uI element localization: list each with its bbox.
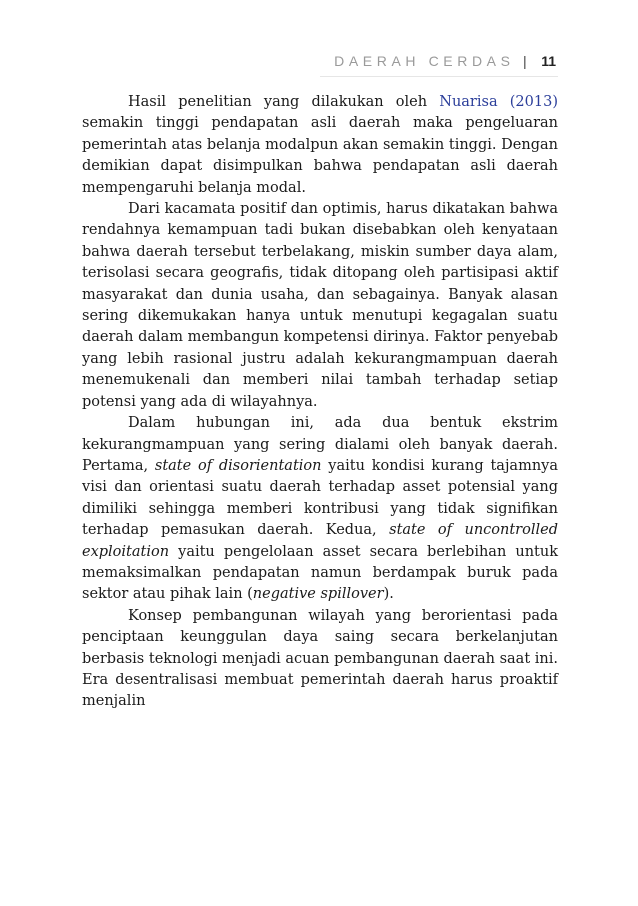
text-run: Dari kacamata positif dan optimis, harus dikatakan bahwa rendahnya kemampuan tadi bukan disebabkan oleh kenyataan bahwa daerah tersebut terbelakang, miskin sumber daya alam, terisolasi secara geografis, tidak ditopang oleh partisipasi aktif masyarakat dan dunia usaha, dan sebagainya. Banyak alasan sering dikemukakan hanya untuk menutupi kegagalan suatu daerah dalam membangun kompetensi dirinya. Faktor penyebab yang lebih rasional justru adalah kekurangmampuan daerah menemukenali dan memberi nilai tambah terhadap setiap potensi yang ada di wilayahnya. — [82, 201, 558, 410]
page-number: 11 — [541, 53, 556, 69]
italic-term: state of uncontrolled exploitation — [82, 522, 558, 560]
paragraph — [82, 413, 558, 606]
body-text — [82, 92, 558, 713]
text-run: semakin tinggi pendapatan asli daerah maka pengeluaran pemerintah atas belanja modalpun akan semakin tinggi. Dengan demikian dapat disimpulkan bahwa pendapatan asli daerah mempengaruhi belanja modal. — [82, 115, 558, 196]
italic-term: negative spillover — [252, 586, 384, 603]
paragraph — [82, 92, 558, 199]
text-run: Hasil penelitian yang dilakukan oleh — [128, 94, 440, 110]
header-rule — [320, 76, 558, 77]
text-run: yaitu kondisi kurang tajamnya visi dan orientasi suatu daerah terhadap asset potensial yang dimiliki sehingga memberi kontribusi yang tidak signifikan terhadap pemasukan daerah. Kedua, — [82, 457, 559, 539]
running-title: DAERAH CERDAS — [334, 53, 515, 69]
text-run: Dalam hubungan ini, ada dua bentuk ekstrim kekurangmampuan yang sering dialami oleh banyak daerah. Pertama, — [82, 415, 558, 474]
text-run: ). — [383, 586, 394, 603]
italic-term: state of disorientation — [154, 457, 322, 474]
citation-link[interactable]: Nuarisa (2013) — [439, 94, 558, 110]
paragraph — [82, 606, 558, 713]
running-header — [334, 52, 556, 70]
text-run: Konsep pembangunan wilayah yang berorientasi pada penciptaan keunggulan daya saing secara berkelanjutan berbasis teknologi menjadi acuan pembangunan daerah saat ini. Era desentralisasi membuat pemerintah daerah harus proaktif menjalin — [82, 607, 558, 710]
paragraph — [82, 199, 558, 413]
text-run: yaitu pengelolaan asset secara berlebihan untuk memaksimalkan pendapatan namun berdampak buruk pada sektor atau pihak lain ( — [82, 543, 558, 603]
header-separator: | — [523, 53, 527, 69]
